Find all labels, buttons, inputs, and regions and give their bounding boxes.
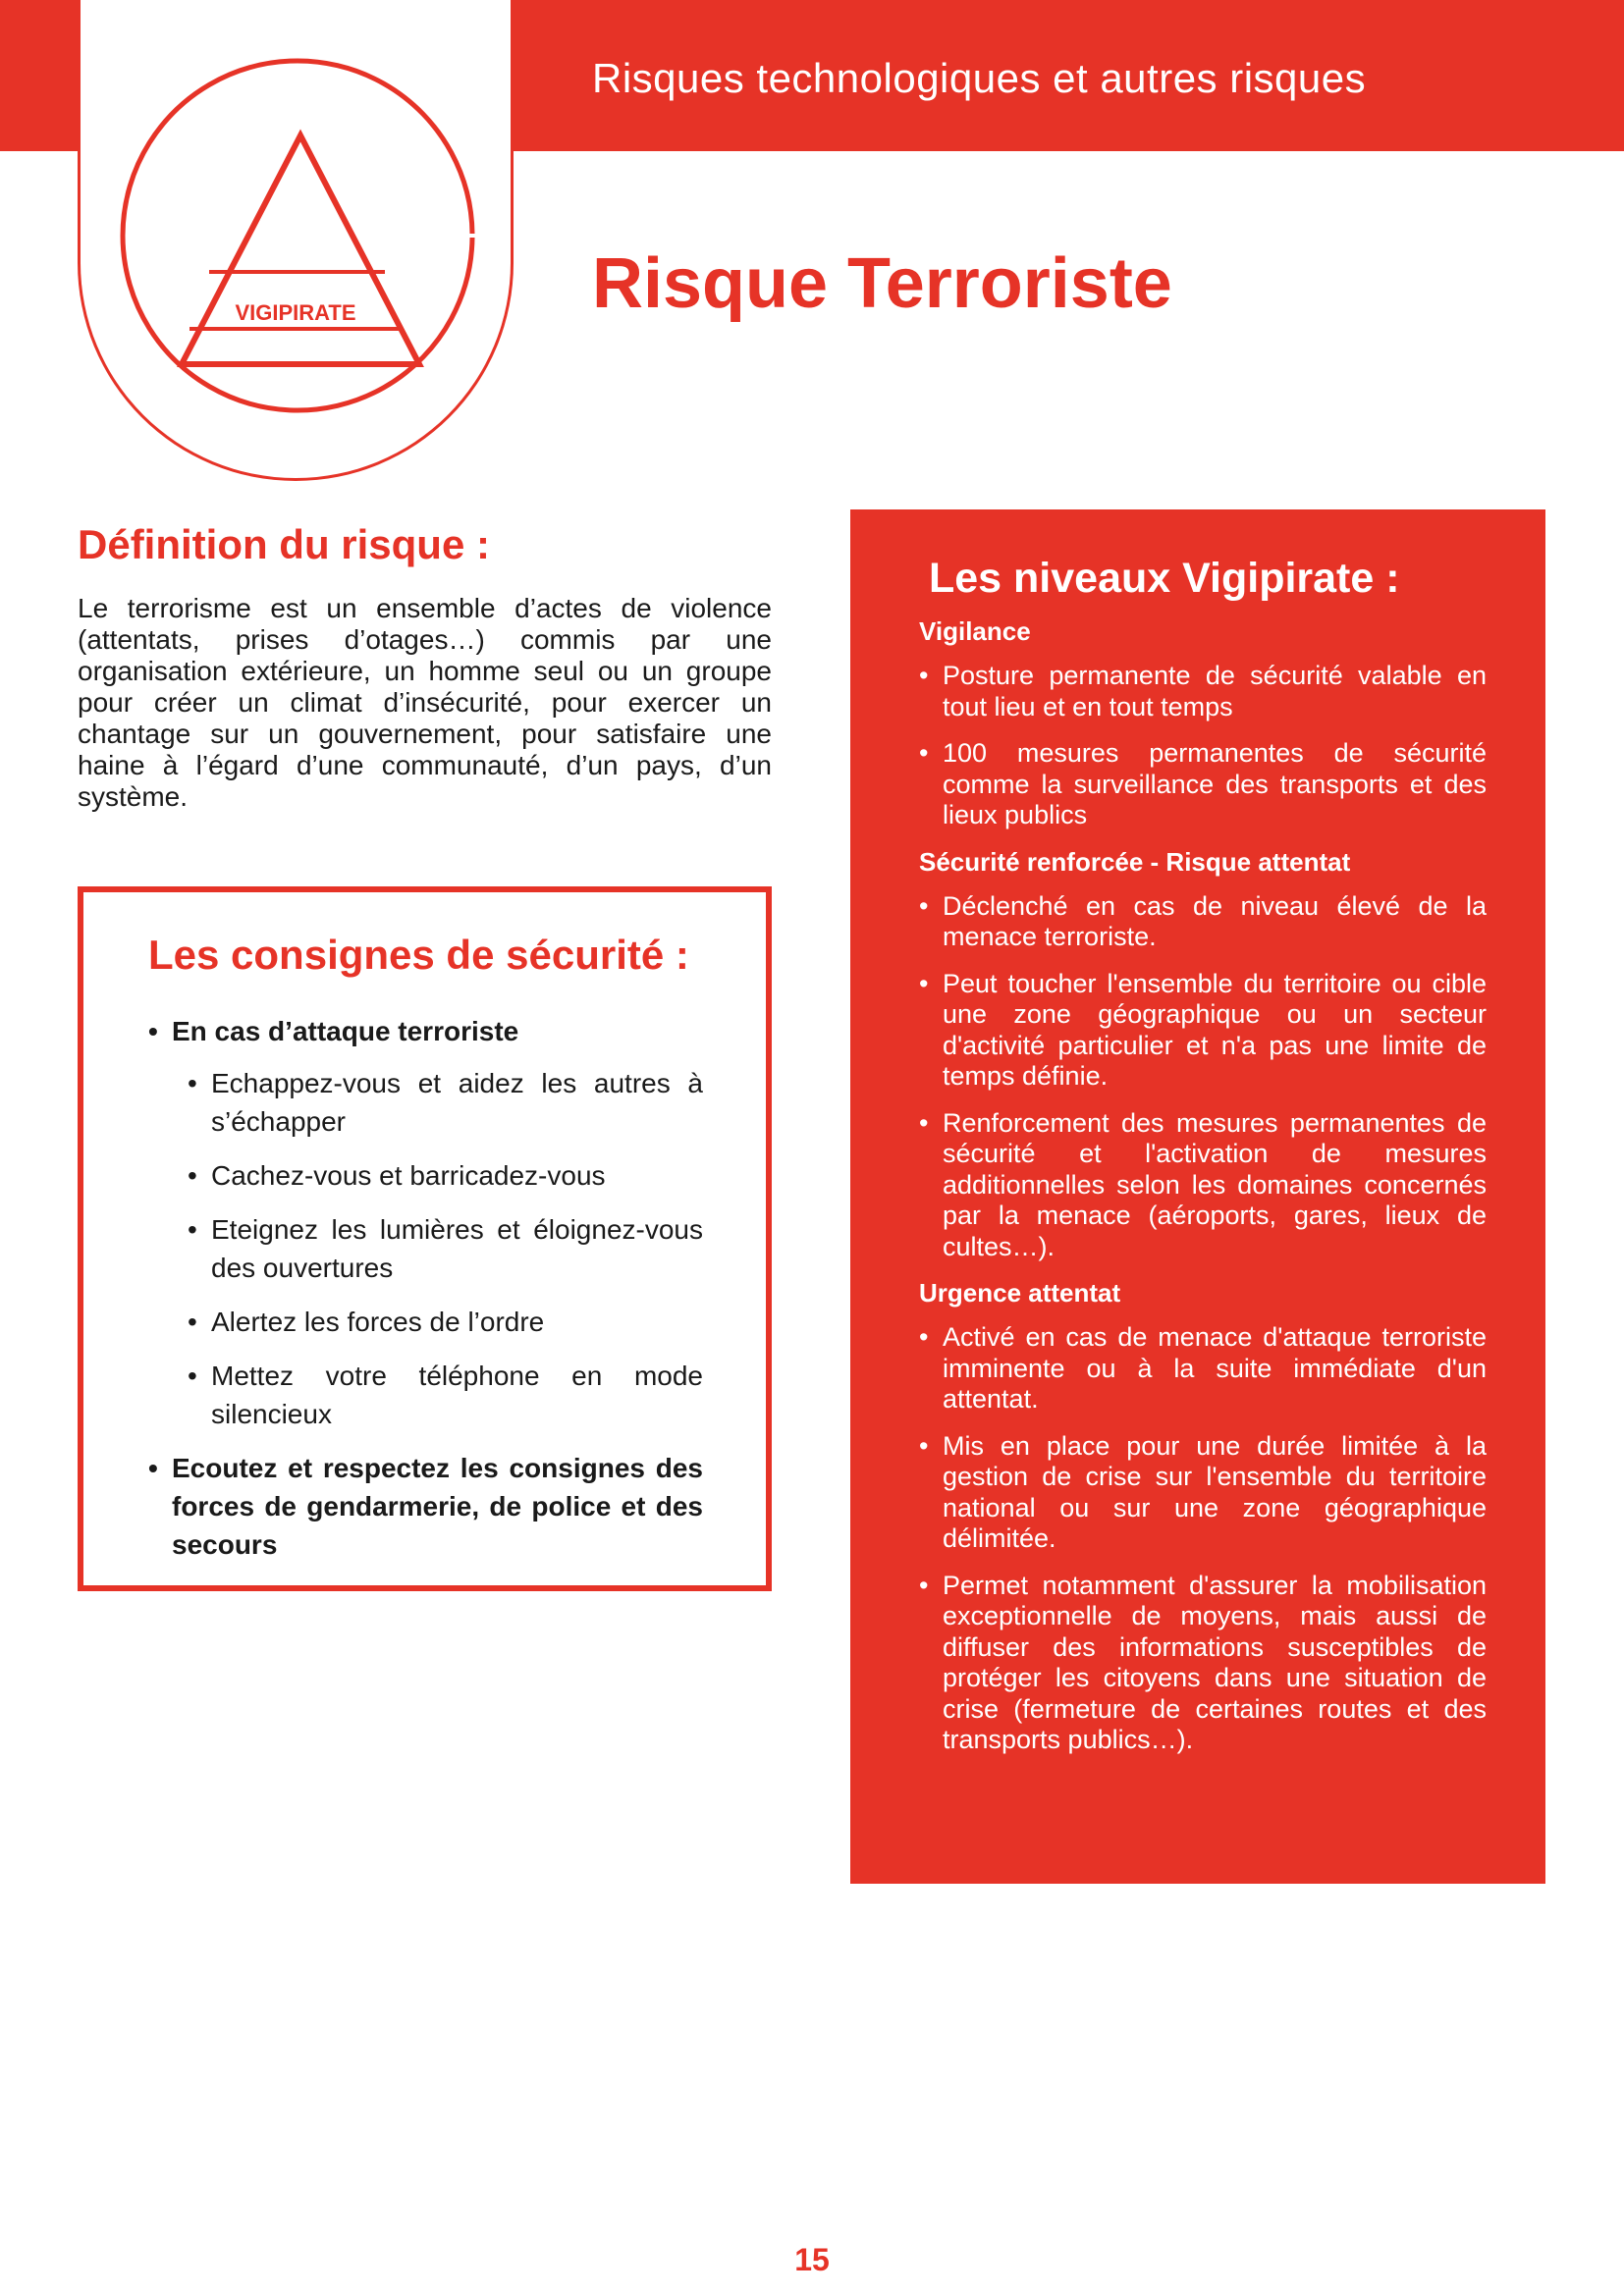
list-item-label: Ecoutez et respectez les consignes des forces de gendarmerie, de police et des secours <box>172 1453 703 1560</box>
safety-sublist <box>172 1064 703 1433</box>
list-item: • Activé en cas de menace d'attaque terroriste imminente ou à la suite immédiate d'un attentat. <box>919 1322 1487 1415</box>
list-item: • Alertez les forces de l’ordre <box>172 1303 703 1341</box>
list-item: • Eteignez les lumières et éloignez-vous des ouvertures <box>172 1210 703 1287</box>
vigipirate-triangle-icon <box>78 0 514 481</box>
list-item <box>148 1012 703 1433</box>
page-title: Risque Terroriste <box>592 244 1172 323</box>
definition-heading: Définition du risque : <box>78 521 490 567</box>
logo-circle-arc <box>123 61 472 410</box>
list-item: • Posture permanente de sécurité valable en tout lieu et en tout temps <box>919 661 1487 722</box>
list-item: • Echappez-vous et aidez les autres à s’échapper <box>172 1064 703 1141</box>
level-vigilance <box>919 616 1487 831</box>
list-item: • Renforcement des mesures permanentes de sécurité et l'activation de mesures additionnelles selon les domaines concernés par la menace (aéroports, gares, lieux de cultes…). <box>919 1108 1487 1263</box>
level-name: Vigilance <box>919 616 1031 646</box>
level-urgence-attentat <box>919 1278 1487 1756</box>
list-item <box>148 1449 703 1564</box>
level-name: Urgence attentat <box>919 1278 1121 1308</box>
list-item-label: En cas d’attaque terroriste <box>172 1016 519 1046</box>
safety-instructions-box <box>78 886 772 1591</box>
list-item: • Cachez-vous et barricadez-vous <box>172 1156 703 1195</box>
list-item: • Peut toucher l'ensemble du territoire ou cible une zone géographique ou un secteur d'activité particulier et n'a pas une limite de temps définie. <box>919 969 1487 1093</box>
list-item: • Mis en place pour une durée limitée à la gestion de crise sur l'ensemble du territoire national ou sur une zone géographique délimitée. <box>919 1431 1487 1555</box>
logo-label: VIGIPIRATE <box>235 300 356 325</box>
list-item: • Mettez votre téléphone en mode silencieux <box>172 1357 703 1433</box>
page-number: 15 <box>794 2242 830 2277</box>
safety-instructions-list <box>148 1012 703 1564</box>
level-list <box>919 1322 1487 1756</box>
level-list <box>919 891 1487 1263</box>
levels-heading: Les niveaux Vigipirate : <box>929 555 1400 602</box>
list-item: • Permet notamment d'assurer la mobilisation exceptionnelle de moyens, mais aussi de diffuser des informations susceptibles de protéger les citoyens dans une situation de crise (fermeture de certaines routes et des transports publics…). <box>919 1571 1487 1756</box>
section-title: Risques technologiques et autres risques <box>592 55 1367 101</box>
level-name: Sécurité renforcée - Risque attentat <box>919 846 1351 877</box>
vigipirate-levels-box <box>850 509 1545 1884</box>
level-list <box>919 661 1487 831</box>
definition-text: Le terrorisme est un ensemble d’actes de violence (attentats, prises d’otages…) commis par une organisation extérieure, un homme seul ou un groupe pour créer un climat d’insécurité, pour exercer un chantage sur un gouvernement, pour satisfaire une haine à l’égard d’une communauté, d’un pays, d’un système. <box>78 593 772 812</box>
level-securite-renforcee <box>919 847 1487 1263</box>
list-item: • Déclenché en cas de niveau élevé de la menace terroriste. <box>919 891 1487 953</box>
list-item: • 100 mesures permanentes de sécurité comme la surveillance des transports et des lieux publics <box>919 738 1487 831</box>
safety-instructions-heading: Les consignes de sécurité : <box>148 932 689 978</box>
